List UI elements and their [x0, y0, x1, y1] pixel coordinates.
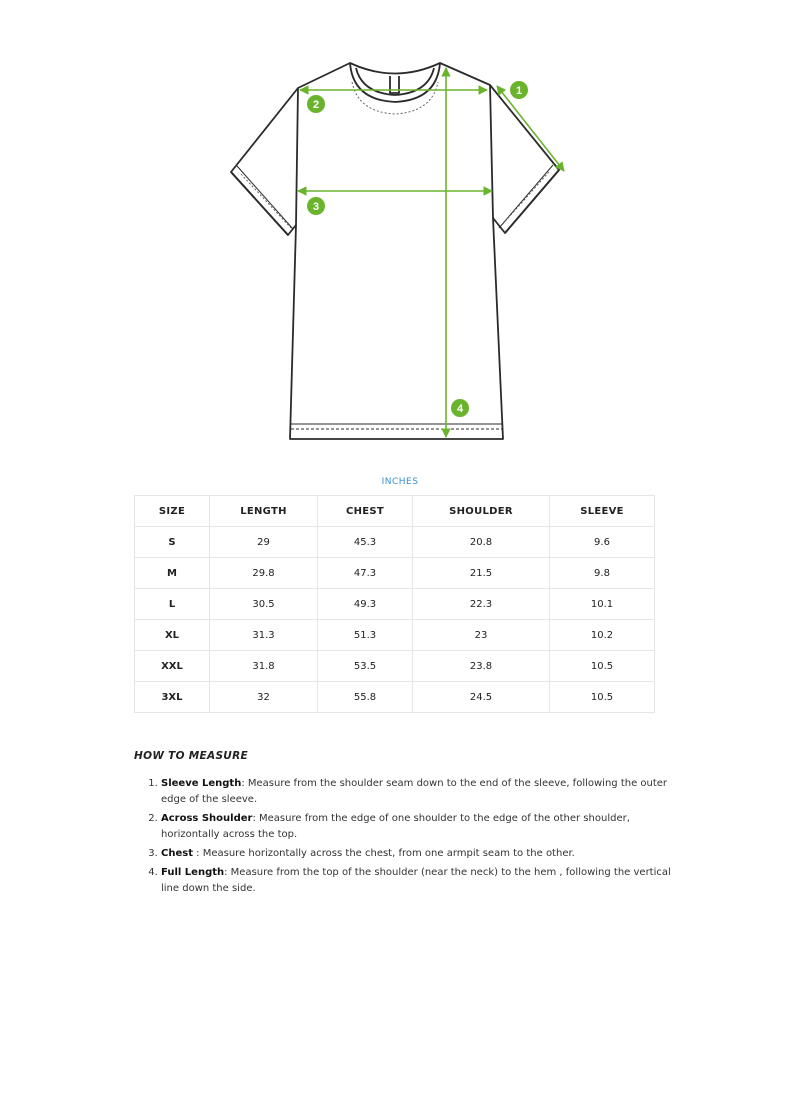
unit-label: INCHES: [381, 477, 419, 487]
chest-cell: 55.8: [318, 682, 413, 713]
term-separator: :: [192, 848, 200, 859]
instruction-text: Measure from the top of the shoulder (near the neck) to the hem , following the vertical line down the side.: [161, 867, 671, 894]
chest-cell: 45.3: [318, 527, 413, 558]
how-to-measure-list: [134, 776, 681, 900]
size-cell: XL: [135, 620, 210, 651]
size-chart-table: [134, 495, 655, 713]
table-row: [135, 682, 655, 713]
term-sleeve-length: Sleeve Length: [161, 778, 242, 789]
sleeve-cell: 10.5: [550, 651, 655, 682]
term-across-shoulder: Across Shoulder: [161, 813, 253, 824]
sleeve-cell: 10.1: [550, 589, 655, 620]
length-cell: 32: [210, 682, 318, 713]
tshirt-measurement-diagram: [0, 0, 800, 460]
term-full-length: Full Length: [161, 867, 225, 878]
size-cell: 3XL: [135, 682, 210, 713]
marker-1: [510, 81, 528, 99]
marker-4: [451, 399, 469, 417]
length-cell: 30.5: [210, 589, 318, 620]
shoulder-cell: 20.8: [413, 527, 550, 558]
shoulder-cell: 22.3: [413, 589, 550, 620]
instruction-text: Measure from the edge of one shoulder to the edge of the other shoulder, horizontally across the top.: [161, 813, 630, 840]
header-shoulder: SHOULDER: [413, 496, 550, 527]
table-row: [135, 527, 655, 558]
instruction-text: Measure horizontally across the chest, from one armpit seam to the other.: [199, 848, 575, 859]
table-row: [135, 558, 655, 589]
shoulder-cell: 23.8: [413, 651, 550, 682]
how-to-measure-title: HOW TO MEASURE: [134, 750, 248, 762]
stitch-lines: [241, 82, 549, 228]
size-cell: L: [135, 589, 210, 620]
shoulder-cell: 21.5: [413, 558, 550, 589]
marker-3: [307, 197, 325, 215]
sleeve-length-arrow: [497, 86, 564, 171]
term-separator: :: [224, 867, 228, 878]
list-item: [161, 846, 681, 862]
length-cell: 31.8: [210, 651, 318, 682]
size-cell: M: [135, 558, 210, 589]
term-separator: :: [252, 813, 256, 824]
sleeve-cell: 10.2: [550, 620, 655, 651]
chest-cell: 53.5: [318, 651, 413, 682]
table-header-row: [135, 496, 655, 527]
sleeve-cell: 10.5: [550, 682, 655, 713]
list-item: [161, 776, 681, 808]
measurement-arrows: [298, 68, 564, 437]
shoulder-cell: 23: [413, 620, 550, 651]
chest-cell: 49.3: [318, 589, 413, 620]
instruction-text: Measure from the shoulder seam down to the end of the sleeve, following the outer edge of the sleeve.: [161, 778, 668, 805]
header-sleeve: SLEEVE: [550, 496, 655, 527]
table-row: [135, 651, 655, 682]
svg-text:2: 2: [312, 99, 320, 111]
marker-2: [307, 95, 325, 113]
length-cell: 29.8: [210, 558, 318, 589]
table-row: [135, 620, 655, 651]
list-item: [161, 865, 681, 897]
chest-cell: 47.3: [318, 558, 413, 589]
svg-text:4: 4: [456, 403, 464, 415]
svg-text:3: 3: [312, 201, 320, 213]
list-item: [161, 811, 681, 843]
size-cell: S: [135, 527, 210, 558]
chest-cell: 51.3: [318, 620, 413, 651]
size-cell: XXL: [135, 651, 210, 682]
svg-text:1: 1: [515, 85, 523, 97]
header-size: SIZE: [135, 496, 210, 527]
term-separator: :: [241, 778, 245, 789]
length-cell: 29: [210, 527, 318, 558]
sleeve-cell: 9.6: [550, 527, 655, 558]
header-length: LENGTH: [210, 496, 318, 527]
tshirt-outline: [231, 63, 559, 439]
length-cell: 31.3: [210, 620, 318, 651]
term-chest: Chest: [161, 848, 193, 859]
sleeve-cell: 9.8: [550, 558, 655, 589]
table-row: [135, 589, 655, 620]
header-chest: CHEST: [318, 496, 413, 527]
shoulder-cell: 24.5: [413, 682, 550, 713]
